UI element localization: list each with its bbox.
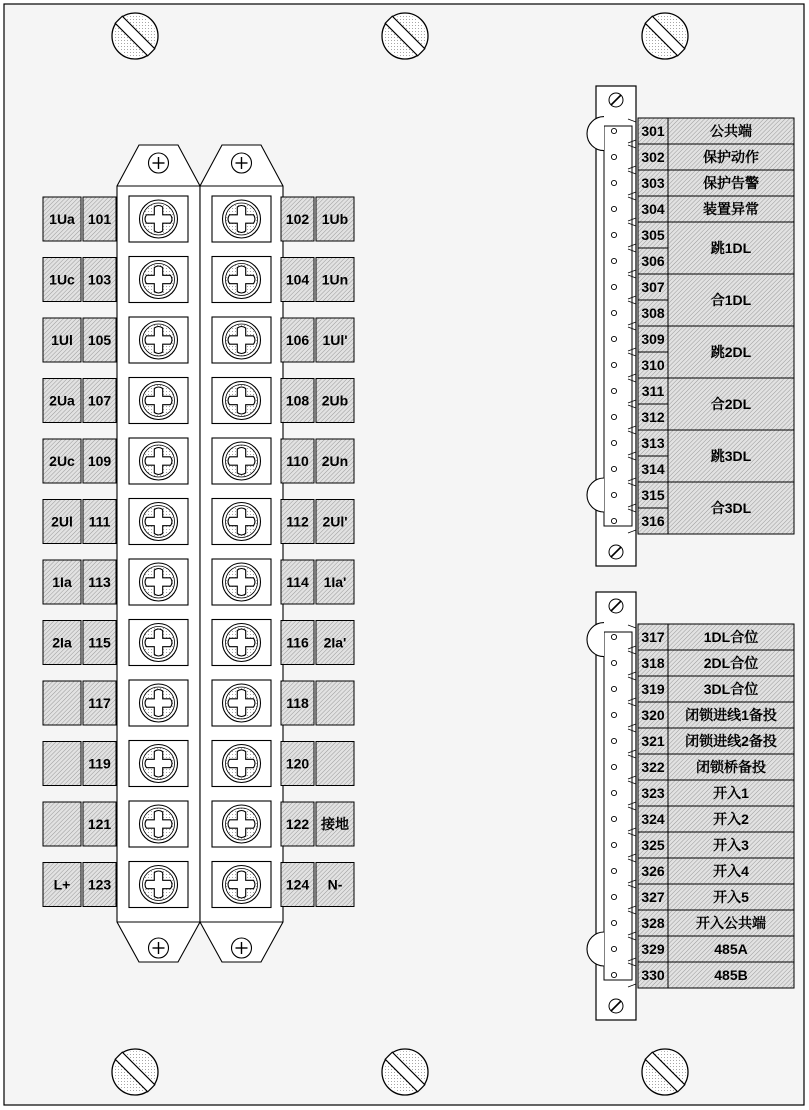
signal-label: L+: [53, 876, 71, 893]
terminal-number: 306: [641, 253, 665, 269]
terminal-row: [43, 379, 116, 423]
signal-label: 跳1DL: [710, 240, 752, 256]
signal-label: 1Uc: [49, 271, 75, 288]
signal-label: 跳2DL: [710, 344, 752, 360]
pin-icon: [611, 946, 616, 951]
pin-icon: [611, 790, 616, 795]
signal-label: 2Ua: [49, 392, 75, 409]
terminal-row: [281, 863, 354, 907]
pin-icon: [611, 894, 616, 899]
signal-label: 装置异常: [703, 201, 759, 217]
terminal-number: 110: [286, 453, 309, 469]
pin-icon: [611, 842, 616, 847]
terminal-number: 114: [286, 574, 309, 590]
pin-icon: [611, 362, 616, 367]
terminal-screw-icon: [223, 261, 261, 299]
terminal-number: 115: [88, 634, 111, 651]
pin-icon: [611, 388, 616, 393]
signal-label: 485A: [714, 941, 748, 957]
pin-icon: [611, 518, 616, 523]
terminal-number: 111: [88, 513, 111, 530]
terminal-row: [281, 258, 354, 302]
terminal-row: [43, 681, 116, 725]
mount-screw-icon: [149, 938, 169, 958]
pin-icon: [611, 128, 616, 133]
terminal-screw-icon: [223, 624, 261, 662]
pin-icon: [611, 764, 616, 769]
terminal-number: 312: [641, 409, 665, 425]
signal-label: 1Ia: [52, 574, 72, 590]
signal-label: 公共端: [710, 123, 752, 139]
terminal-screw-icon: [223, 382, 261, 420]
terminal-number: 107: [87, 392, 112, 409]
terminal-number: 329: [641, 941, 665, 957]
terminal-row: [281, 742, 354, 786]
signal-label: N-: [327, 876, 343, 893]
terminal-number: 106: [285, 332, 310, 348]
terminal-number: 121: [87, 816, 112, 832]
terminal-screw-icon: [223, 563, 261, 601]
panel-screw-icon: [112, 1049, 158, 1095]
pin-icon: [611, 440, 616, 445]
terminal-row: [281, 802, 354, 846]
terminal-row: [281, 500, 354, 544]
signal-label: 开入3: [713, 837, 749, 853]
terminal-number: 117: [88, 695, 111, 711]
terminal-number: 112: [286, 513, 309, 530]
terminal-number: 313: [641, 435, 665, 451]
signal-label: 1DL合位: [703, 629, 759, 645]
pin-icon: [611, 466, 616, 471]
terminal-stack-housing: [200, 145, 283, 962]
terminal-row: [281, 560, 354, 604]
signal-label: 合2DL: [710, 396, 752, 412]
signal-label: 2Ia': [323, 634, 347, 651]
terminal-number: 303: [641, 175, 665, 191]
terminal-row: [43, 439, 116, 483]
signal-label: 接地: [321, 816, 349, 832]
pin-icon: [611, 868, 616, 873]
terminal-number: 325: [641, 837, 665, 853]
terminal-screw-icon: [140, 261, 178, 299]
terminal-screw-icon: [223, 442, 261, 480]
terminal-screw-icon: [223, 200, 261, 238]
signal-label: 1Ua: [49, 211, 75, 227]
terminal-row: [43, 318, 116, 362]
terminal-screw-icon: [140, 805, 178, 843]
signal-label: 3DL合位: [703, 681, 759, 697]
terminal-screw-icon: [223, 805, 261, 843]
terminal-row: [281, 318, 354, 362]
mount-screw-icon: [609, 545, 623, 559]
signal-label: 485B: [714, 967, 748, 983]
terminal-number: 109: [87, 453, 112, 469]
terminal-number: 309: [641, 331, 665, 347]
pin-icon: [611, 920, 616, 925]
terminal-screw-icon: [140, 442, 178, 480]
signal-label: 2Uc: [49, 453, 75, 469]
terminal-number: 324: [641, 811, 665, 827]
terminal-screw-icon: [223, 684, 261, 722]
pin-icon: [611, 712, 616, 717]
terminal-number: 310: [641, 357, 665, 373]
terminal-number: 305: [641, 227, 665, 243]
terminal-number: 105: [87, 332, 112, 348]
pin-icon: [611, 310, 616, 315]
panel-screw-icon: [112, 13, 158, 59]
signal-label: 开入2: [713, 811, 749, 827]
signal-label: 1Ia': [323, 574, 347, 590]
signal-label: 2Ul': [322, 513, 348, 530]
terminal-number: 320: [641, 707, 665, 723]
terminal-number: 123: [87, 876, 112, 893]
connector-top: [587, 86, 794, 566]
mount-screw-icon: [609, 999, 623, 1013]
signal-label: 闭锁桥备投: [696, 759, 766, 775]
mount-screw-icon: [609, 93, 623, 107]
terminal-number: 122: [285, 816, 310, 832]
terminal-number: 322: [641, 759, 665, 775]
terminal-number: 327: [641, 889, 665, 905]
terminal-number: 118: [286, 695, 309, 711]
terminal-number: 307: [641, 279, 665, 295]
signal-label: 2Ub: [321, 392, 349, 409]
terminal-row: [281, 681, 354, 725]
terminal-screw-column: [117, 145, 283, 962]
terminal-number: 319: [641, 681, 665, 697]
pin-icon: [611, 154, 616, 159]
terminal-row: [43, 742, 116, 786]
pin-icon: [611, 180, 616, 185]
terminal-number: 326: [641, 863, 665, 879]
pin-icon: [611, 336, 616, 341]
pin-icon: [611, 258, 616, 263]
pin-icon: [611, 660, 616, 665]
terminal-number: 314: [641, 461, 665, 477]
terminal-number: 102: [285, 211, 310, 227]
terminal-screw-icon: [140, 321, 178, 359]
panel-screw-icon: [382, 13, 428, 59]
terminal-row: [281, 621, 354, 665]
pin-icon: [611, 738, 616, 743]
signal-label: 合3DL: [710, 500, 752, 516]
terminal-row: [43, 802, 116, 846]
terminal-row: [43, 500, 116, 544]
signal-label: 合1DL: [710, 292, 752, 308]
signal-label: 保护告警: [703, 175, 759, 191]
panel-screw-icon: [642, 13, 688, 59]
terminal-row: [281, 439, 354, 483]
terminal-number: 308: [641, 305, 665, 321]
mount-screw-icon: [609, 599, 623, 613]
terminal-stack-housing: [117, 145, 200, 962]
terminal-number: 323: [641, 785, 665, 801]
pin-icon: [611, 232, 616, 237]
terminal-screw-icon: [140, 866, 178, 904]
terminal-number: 315: [641, 487, 665, 503]
signal-label: 开入公共端: [696, 915, 766, 931]
terminal-number: 116: [286, 634, 309, 651]
terminal-screw-icon: [140, 745, 178, 783]
signal-label: 闭锁进线1备投: [685, 707, 777, 723]
terminal-row: [43, 258, 116, 302]
terminal-number: 330: [641, 967, 665, 983]
terminal-number: 119: [88, 755, 111, 772]
terminal-number: 311: [641, 383, 665, 399]
terminal-screw-icon: [223, 866, 261, 904]
terminal-number: 321: [641, 733, 665, 749]
signal-label: 1Un: [321, 271, 349, 288]
mount-screw-icon: [232, 153, 252, 173]
terminal-number: 318: [641, 655, 665, 671]
mount-screw-icon: [232, 938, 252, 958]
pin-icon: [611, 414, 616, 419]
signal-label: 开入5: [713, 889, 749, 905]
terminal-screw-icon: [140, 503, 178, 541]
terminal-number: 328: [641, 915, 665, 931]
terminal-row: [281, 197, 354, 241]
terminal-number: 302: [641, 149, 665, 165]
terminal-screw-icon: [140, 200, 178, 238]
terminal-number: 301: [641, 123, 665, 139]
signal-label: 2Ul: [51, 513, 73, 530]
terminal-screw-icon: [223, 745, 261, 783]
panel-screw-icon: [382, 1049, 428, 1095]
signal-label: 闭锁进线2备投: [685, 733, 777, 749]
terminal-row: [43, 621, 116, 665]
terminal-number: 113: [88, 574, 111, 590]
pin-icon: [611, 686, 616, 691]
pin-icon: [611, 284, 616, 289]
terminal-row: [43, 197, 116, 241]
signal-label: 1Ul': [322, 332, 348, 348]
panel-screw-icon: [642, 1049, 688, 1095]
terminal-number: 316: [641, 513, 665, 529]
signal-label: 1Ub: [321, 211, 349, 227]
signal-label: 开入4: [713, 863, 749, 879]
signal-label: 开入1: [713, 785, 749, 801]
pin-icon: [611, 634, 616, 639]
connector-bottom: [587, 592, 794, 1020]
terminal-row: [281, 379, 354, 423]
pin-icon: [611, 972, 616, 977]
pin-icon: [611, 816, 616, 821]
terminal-screw-icon: [223, 321, 261, 359]
terminal-screw-icon: [140, 563, 178, 601]
signal-label: 2DL合位: [703, 655, 759, 671]
signal-label: 2Ia: [52, 634, 72, 651]
terminal-screw-icon: [140, 624, 178, 662]
terminal-number: 101: [87, 211, 112, 227]
terminal-number: 304: [641, 201, 665, 217]
signal-label: 2Un: [321, 453, 349, 469]
pin-icon: [611, 206, 616, 211]
mount-screw-icon: [149, 153, 169, 173]
terminal-screw-icon: [140, 684, 178, 722]
terminal-number: 124: [285, 876, 310, 893]
terminal-row: [43, 560, 116, 604]
signal-label: 保护动作: [703, 149, 759, 165]
signal-label: 1Ul: [51, 332, 73, 348]
terminal-row: [43, 863, 116, 907]
terminal-number: 104: [285, 271, 310, 288]
terminal-screw-icon: [140, 382, 178, 420]
signal-label: 跳3DL: [710, 448, 752, 464]
terminal-screw-icon: [223, 503, 261, 541]
terminal-number: 120: [285, 755, 310, 772]
pin-icon: [611, 492, 616, 497]
terminal-number: 317: [641, 629, 665, 645]
terminal-number: 103: [87, 271, 112, 288]
terminal-number: 108: [285, 392, 310, 409]
